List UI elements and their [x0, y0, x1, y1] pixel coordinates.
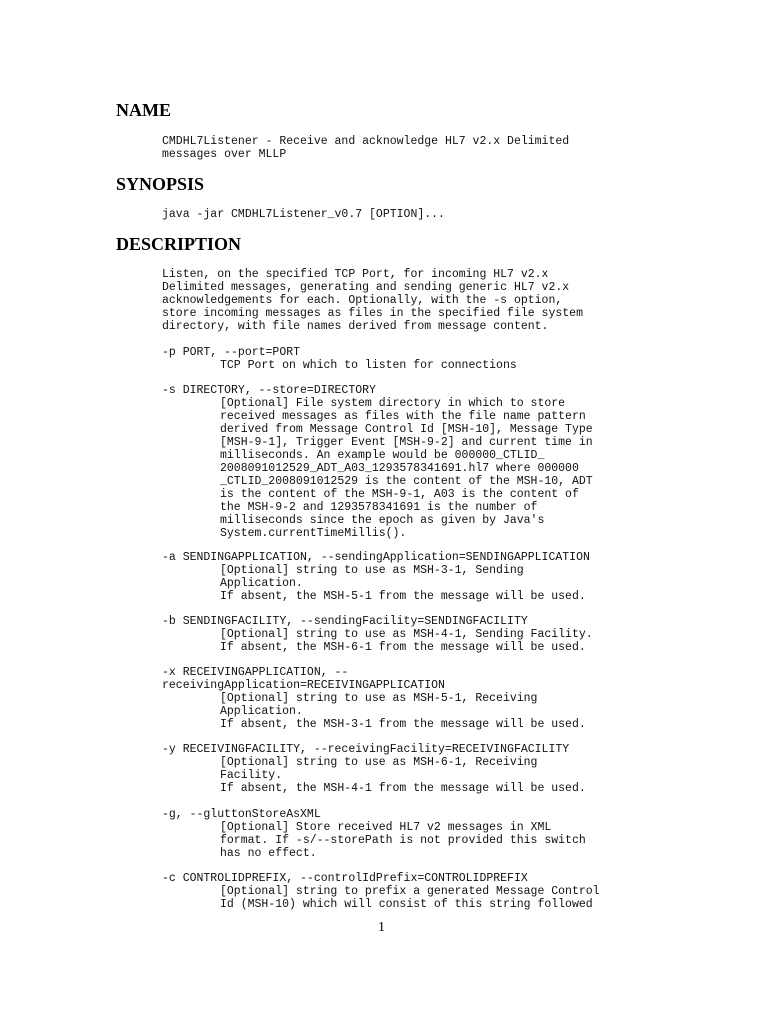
option-flag: -p PORT, --port=PORT [162, 346, 301, 359]
option-description: [Optional] string to prefix a generated Message Control Id (MSH-10) which will consist of this string followed [220, 885, 600, 911]
page-number: 1 [378, 920, 385, 935]
option-description: TCP Port on which to listen for connections [220, 359, 517, 372]
option-description: [Optional] string to use as MSH-6-1, Receiving Facility. If absent, the MSH-4-1 from the message will be used. [220, 756, 586, 795]
option-description: [Optional] Store received HL7 v2 messages in XML format. If -s/--storePath is not provided this switch has no effect. [220, 821, 586, 860]
option-flag: -x RECEIVINGAPPLICATION, -- receivingApplication=RECEIVINGAPPLICATION [162, 666, 445, 692]
synopsis-text: java -jar CMDHL7Listener_v0.7 [OPTION]... [162, 208, 445, 221]
description-text: Listen, on the specified TCP Port, for incoming HL7 v2.x Delimited messages, generating and sending generic HL7 v2.x acknowledgements for each. Optionally, with the -s option, store incoming messages as files in the specified file system directory, with file names derived from message content. [162, 268, 583, 333]
option-flag: -c CONTROLIDPREFIX, --controlIdPrefix=CONTROLIDPREFIX [162, 872, 528, 885]
option-flag: -y RECEIVINGFACILITY, --receivingFacility=RECEIVINGFACILITY [162, 743, 570, 756]
option-description: [Optional] File system directory in which to store received messages as files with the file name pattern derived from Message Control Id [MSH-10], Message Type [MSH-9-1], Trigger Event [MSH-9-2] and current time in milliseconds. An example would be 000000_CTLID_ 2008091012529_ADT_A03_1293578341691.hl7 where 000000 _CTLID_2008091012529 is the content of the MSH-10, ADT is the content of the MSH-9-1, A03 is the content of the MSH-9-2 and 1293578341691 is the number of milliseconds since the epoch as given by Java's System.currentTimeMillis(). [220, 397, 593, 540]
option-flag: -a SENDINGAPPLICATION, --sendingApplication=SENDINGAPPLICATION [162, 551, 590, 564]
synopsis-heading: SYNOPSIS [116, 174, 205, 194]
option-flag: -s DIRECTORY, --store=DIRECTORY [162, 384, 376, 397]
description-heading: DESCRIPTION [116, 234, 242, 254]
name-text: CMDHL7Listener - Receive and acknowledge HL7 v2.x Delimited messages over MLLP [162, 135, 570, 161]
option-description: [Optional] string to use as MSH-4-1, Sending Facility. If absent, the MSH-6-1 from the message will be used. [220, 628, 593, 654]
option-description: [Optional] string to use as MSH-5-1, Receiving Application. If absent, the MSH-3-1 from the message will be used. [220, 692, 586, 731]
option-description: [Optional] string to use as MSH-3-1, Sending Application. If absent, the MSH-5-1 from the message will be used. [220, 564, 586, 603]
option-flag: -b SENDINGFACILITY, --sendingFacility=SENDINGFACILITY [162, 615, 528, 628]
option-flag: -g, --gluttonStoreAsXML [162, 808, 321, 821]
name-heading: NAME [116, 100, 171, 120]
